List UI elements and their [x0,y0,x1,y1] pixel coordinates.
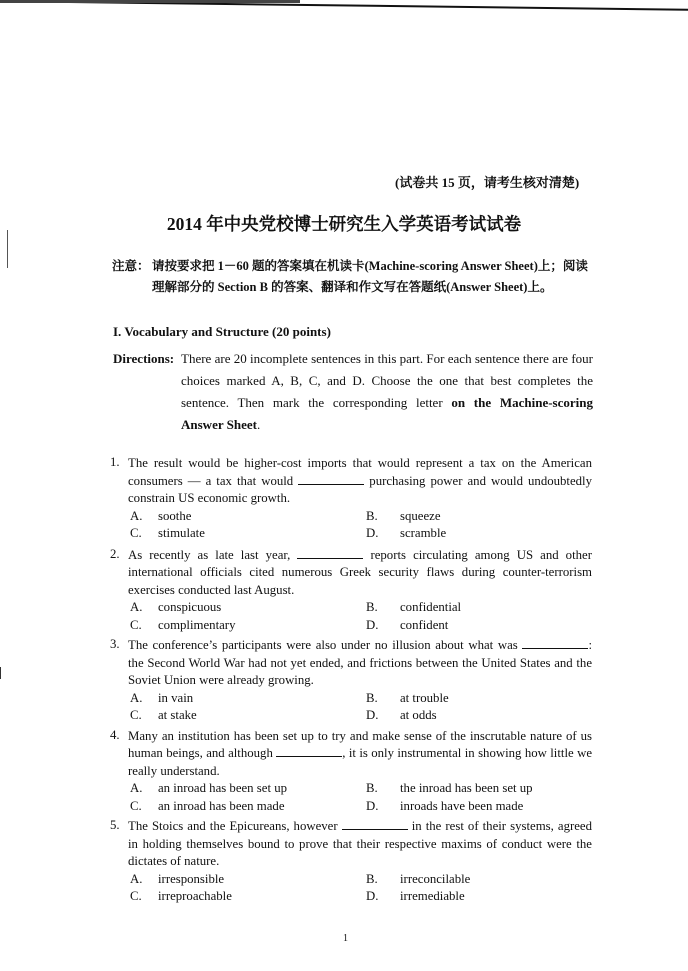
answer-blank [276,746,342,757]
option-text: in vain [158,690,194,705]
option-text: irreproachable [158,889,232,903]
option-letter: C. [130,708,142,722]
question [110,818,592,906]
option-a [130,508,366,526]
option-b [366,780,592,798]
question-stem [110,728,592,781]
option-text: the inroad has been set up [400,781,533,795]
option-a [130,871,366,889]
option-text: irremediable [400,889,465,903]
option-d [366,525,592,543]
option-text: irreconcilable [400,871,471,886]
answer-blank [522,638,588,649]
option-letter: A. [130,871,143,886]
option-text: complimentary [158,617,236,632]
question-number: 3. [110,637,120,651]
margin-mark [0,667,1,679]
option-a [130,599,366,617]
exam-title: 2014 年中央党校博士研究生入学英语考试试卷 [166,214,522,234]
option-text: stimulate [158,526,205,540]
question-stem [110,455,592,508]
directions-text [113,348,593,436]
stem-text: , it is only instrumental in showing how little we really understand. [128,746,593,778]
option-letter: D. [366,617,379,632]
stem-text: The conference’s participants were also under no illusion about what was [128,638,518,652]
question-number: 2. [110,546,120,561]
scan-edge-shadow [0,0,300,3]
option-text: squeeze [400,508,441,523]
option-text: conspicuous [158,600,222,614]
directions-label: Directions: [113,351,175,366]
option-b [366,871,592,889]
option-letter: B. [366,690,378,705]
option-c [130,798,366,816]
option-letter: A. [130,508,143,523]
option-text: an inroad has been made [158,798,285,813]
option-letter: D. [366,526,379,540]
notice [112,256,596,298]
option-b [366,508,592,526]
option-text: confidential [400,600,462,614]
directions-end: . [256,417,261,432]
option-letter: D. [366,889,379,903]
option-d [366,707,592,725]
option-b [366,599,592,617]
question-number: 4. [110,727,120,742]
option-letter: C. [130,617,142,632]
stem-text: As recently as late last year, [128,547,291,562]
option-letter: B. [366,871,378,886]
option-text: scramble [400,526,447,540]
question-number: 1. [110,455,120,469]
option-letter: A. [130,690,143,705]
option-c [130,525,366,543]
answer-blank [298,474,364,485]
option-letter: C. [130,889,142,903]
options [110,690,592,725]
option-text: at odds [400,708,437,722]
page-count-note: (试卷共 15 页，请考生核对清楚) [395,175,580,190]
question-number: 5. [110,818,120,832]
option-text: confident [400,617,449,632]
option-text: at stake [158,708,197,722]
option-letter: B. [366,781,378,795]
question [110,455,592,543]
option-letter: D. [366,708,379,722]
options [110,780,592,815]
question-stem [110,637,592,690]
option-c [130,617,366,635]
stem-text: in the rest of their systems, agreed in holding themselves bound to prove that their respective maxims of conduct were the dictates of nature. [128,819,592,868]
question [110,728,592,816]
question-stem [110,818,592,871]
stem-text: The result would be higher-cost imports that would represent a tax on the American consumers — a tax that would [128,456,592,488]
option-d [366,888,592,906]
option-letter: B. [366,508,378,523]
option-d [366,798,592,816]
answer-blank [297,548,363,559]
question-stem [110,547,592,600]
question [110,547,592,635]
stem-text: : the Second World War had not yet ended, and frictions between the United States and the Soviet Union were already growing. [128,638,592,687]
stem-text: Many an institution has been set up to try and make sense of the inscrutable nature of us human beings, and although [128,728,592,760]
options [110,508,592,543]
directions-emphasis: on the Machine-scoring Answer Sheet [181,395,593,432]
notice-text: 请按要求把 1－60 题的答案填在机读卡(Machine-scoring Answer Sheet)上；阅读理解部分的 Section B 的答案、翻译和作文写在答题纸(Answer Sheet)上。 [152,259,588,294]
option-c [130,707,366,725]
stem-text: reports circulating among US and other international officials cited numerous Greek security flaws during counter-terrorism exercises conducted last August. [128,547,592,597]
option-text: inroads have been made [400,798,524,813]
option-letter: D. [366,798,379,813]
option-a [130,690,366,708]
stem-text: The Stoics and the Epicureans, however [128,819,338,833]
section-heading: I. Vocabulary and Structure (20 points) [113,324,331,339]
option-text: an inroad has been set up [158,781,287,795]
option-letter: C. [130,798,142,813]
question [110,637,592,725]
option-text: soothe [158,508,192,523]
directions [113,348,593,436]
option-text: at trouble [400,690,449,705]
question-list [110,455,592,909]
option-c [130,888,366,906]
options [110,871,592,906]
option-letter: A. [130,781,143,795]
option-text: irresponsible [158,871,225,886]
option-b [366,690,592,708]
directions-body: There are 20 incomplete sentences in this part. For each sentence there are four choices marked A, B, C, and D. Choose the one that best completes the sentence. Then mark the corresponding letter [181,351,593,410]
options [110,599,592,634]
option-letter: C. [130,526,142,540]
option-letter: B. [366,600,378,614]
option-letter: A. [130,600,143,614]
page-number: 1 [343,933,348,944]
option-a [130,780,366,798]
answer-blank [342,819,408,830]
notice-label: 注意： [112,259,150,273]
stem-text: purchasing power and would undoubtedly constrain US economic growth. [128,473,593,505]
option-d [366,617,592,635]
